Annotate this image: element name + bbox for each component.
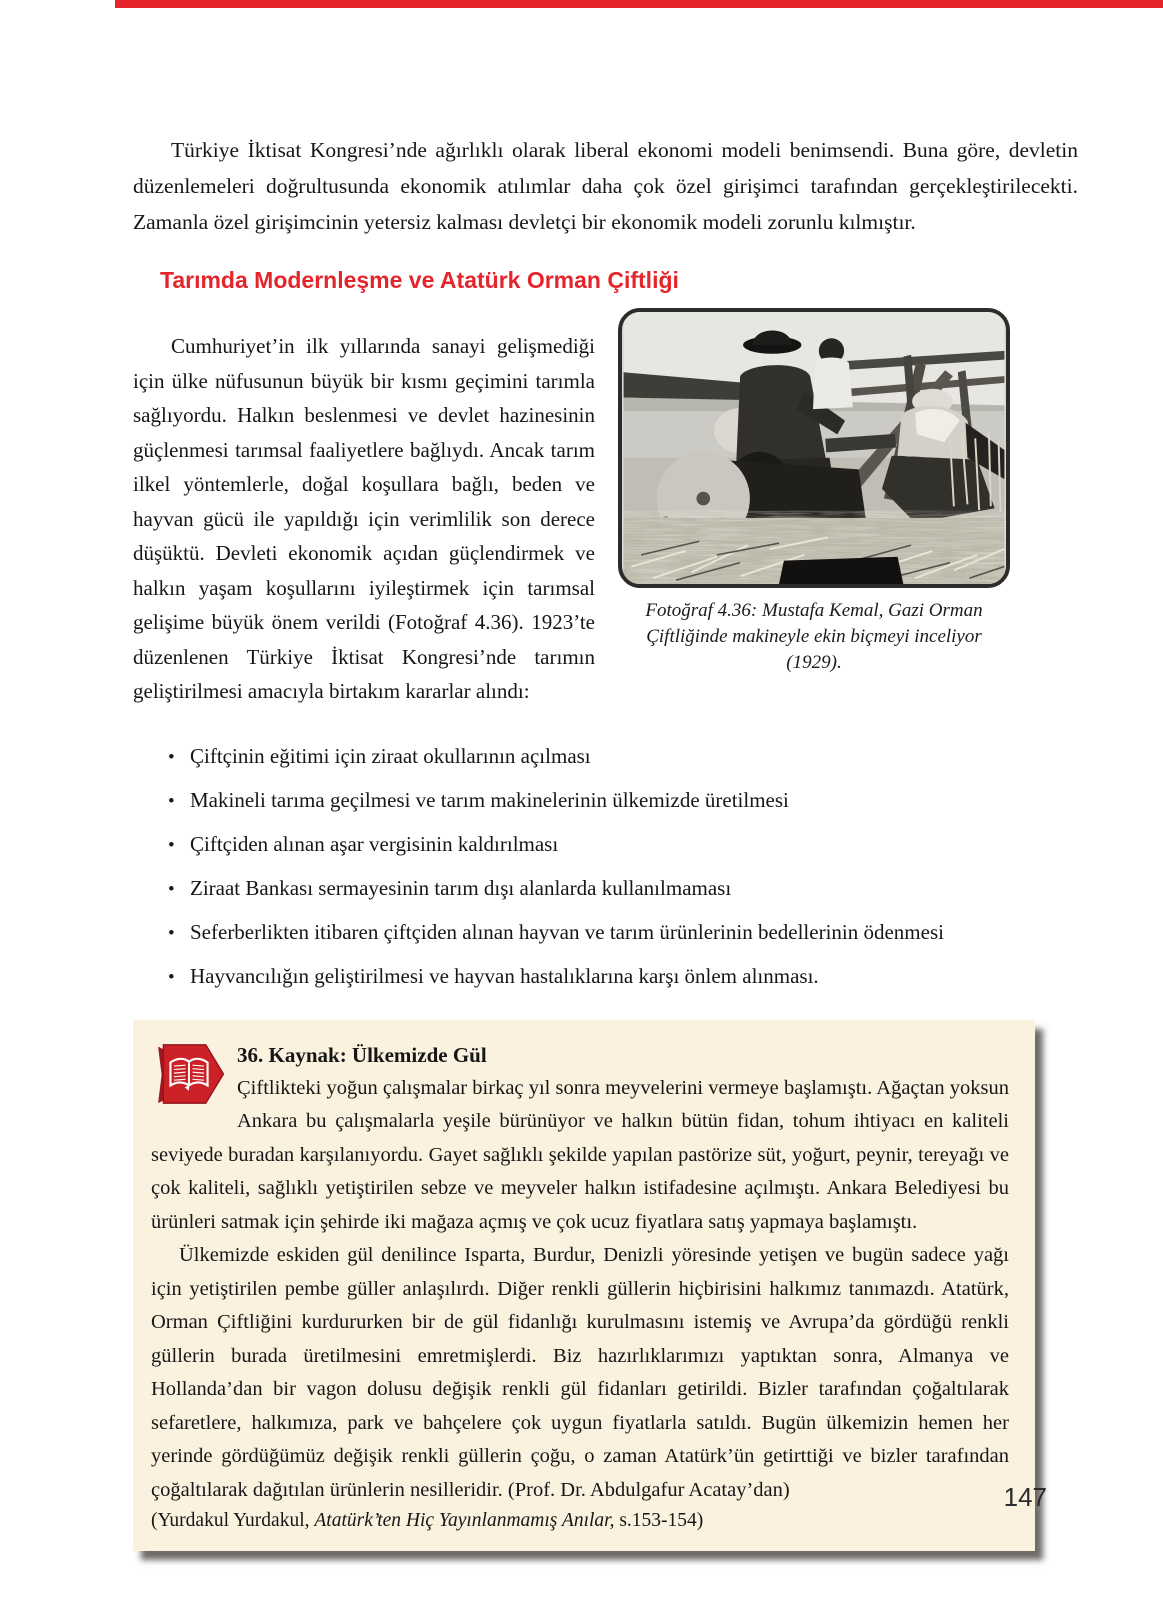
photo-frame: [618, 308, 1010, 588]
citation-prefix: (Yurdakul Yurdakul,: [151, 1510, 315, 1531]
page-top-red-rule: [115, 0, 1163, 8]
section-body-text: Cumhuriyet’in ilk yıllarında sanayi gelişmediği için ülke nüfusunun büyük bir kısmı geçimini tarımla sağlıyordu. Halkın beslenmesi ve devlet hazinesinin güçlenmesi tarımsal faaliyetlere bağlıydı. Ancak tarım ilkel yöntemlerle, doğal koşullara bağlı, beden ve hayvan gücü ile yapıldığı için verimlilik son derece düşüktü. Devleti ekonomik açıdan güçlendirmek ve halkın yaşam koşullarını iyileştirmek için tarımsal gelişime büyük önem verildi (Fotoğraf 4.36). 1923’te düzenlenen Türkiye İktisat Kongresi’nde tarımın geliştirilmesi amacıyla birtakım kararlar alındı:: [133, 334, 595, 703]
page-number: 147: [1003, 1482, 1047, 1512]
intro-paragraph: Türkiye İktisat Kongresi’nde ağırlıklı olarak liberal ekonomi modeli benimsendi. Buna göre, devletin düzenlemeleri doğrultusunda ekonomik atılımlar daha çok özel girişimci tarafından gerçekleştirilecekti. Zamanla özel girişimcinin yetersiz kalması devletçi bir ekonomik modeli zorunlu kılmıştır.: [133, 138, 1078, 234]
two-column-block: [133, 308, 1103, 730]
list-item: • Makineli tarıma geçilmesi ve tarım makinelerinin ülkemizde üretilmesi: [168, 784, 1103, 818]
list-item: • Çiftçiden alınan aşar vergisinin kaldırılması: [168, 828, 1103, 862]
photo-mustafa-kemal-harvester: [622, 312, 1006, 584]
citation-book-title: Atatürk’ten Hiç Yayınlanmamış Anılar,: [314, 1510, 615, 1531]
list-item: • Ziraat Bankası sermayesinin tarım dışı alanlarda kullanılmaması: [168, 872, 1103, 906]
source-paragraph-2: Ülkemizde eskiden gül denilince Isparta, Burdur, Denizli yöresinde yetişen ve bugün sadece yağı için yetiştirilen pembe güller anlaşılırdı. Diğer renkli güllerin hiçbirisini halkımız tanımazdı. Atatürk, Orman Çiftliğini kurdururken bir de gül fidanlığı kurulmasını istemiş ve Avrupa’da gördüğü renkli güllerin burada üretilmesini emretmişlerdi. Biz hazırlıklarımızı yaptıktan sonra, Almanya ve Hollanda’dan bir vagon dolusu değişik renkli gül fidanları getirildi. Bizler tarafından çoğaltılarak sefaretlere, halkımıza, park ve bahçelere çok uygun fiyatlarla satıldı. Bugün ülkemizin hemen her yerinde gördüğümüz değişik renkli güllerin çoğu, o zaman Atatürk’ün getirttiği ve bizler tarafından çoğaltılarak dağıtılan ürünlerin nesilleridir. (Prof. Dr. Abdulgafur Acatay’dan): [151, 1244, 1009, 1501]
photo-caption: Fotoğraf 4.36: Mustafa Kemal, Gazi Orman Çiftliğinde makineyle ekin biçmeyi inceliyor (1929).: [645, 600, 983, 673]
list-item: • Çiftçinin eğitimi için ziraat okullarının açılması: [168, 740, 1103, 774]
photo-figure: [618, 308, 1010, 730]
citation-suffix: s.153-154): [614, 1510, 704, 1531]
open-book-icon: [151, 1036, 227, 1112]
source-citation: [151, 1507, 1009, 1535]
source-paragraph-1: Çiftlikteki yoğun çalışmalar birkaç yıl sonra meyvelerini vermeye başlamıştı. Ağaçtan yoksun Ankara bu çalışmalarla yeşile bürünüyor ve halkın bütün fidan, tohum ihtiyacı en kaliteli seviyede buradan karşılanıyordu. Gayet sağlıklı şekilde yapılan pastörize süt, yoğurt, peynir, tereyağı ve çok kaliteli, sağlıklı yetiştirilen sebze ve meyveler halkın istifadesine açılmıştı. Ankara Belediyesi bu ürünleri satmak için şehirde iki mağaza açmış ve çok ucuz fiyatlara satış yapmaya başlamıştı.: [151, 1076, 1009, 1233]
source-box-title: 36. Kaynak: Ülkemizde Gül: [237, 1042, 487, 1067]
source-box: [133, 1020, 1035, 1552]
list-item: • Seferberlikten itibaren çiftçiden alınan hayvan ve tarım ürünlerinin bedellerinin ödenmesi: [168, 916, 1103, 950]
section-heading: Tarımda Modernleşme ve Atatürk Orman Çiftliği: [160, 267, 679, 293]
congress-decisions-list: [0, 740, 1103, 994]
list-item: • Hayvancılığın geliştirilmesi ve hayvan hastalıklarına karşı önlem alınması.: [168, 960, 1103, 994]
